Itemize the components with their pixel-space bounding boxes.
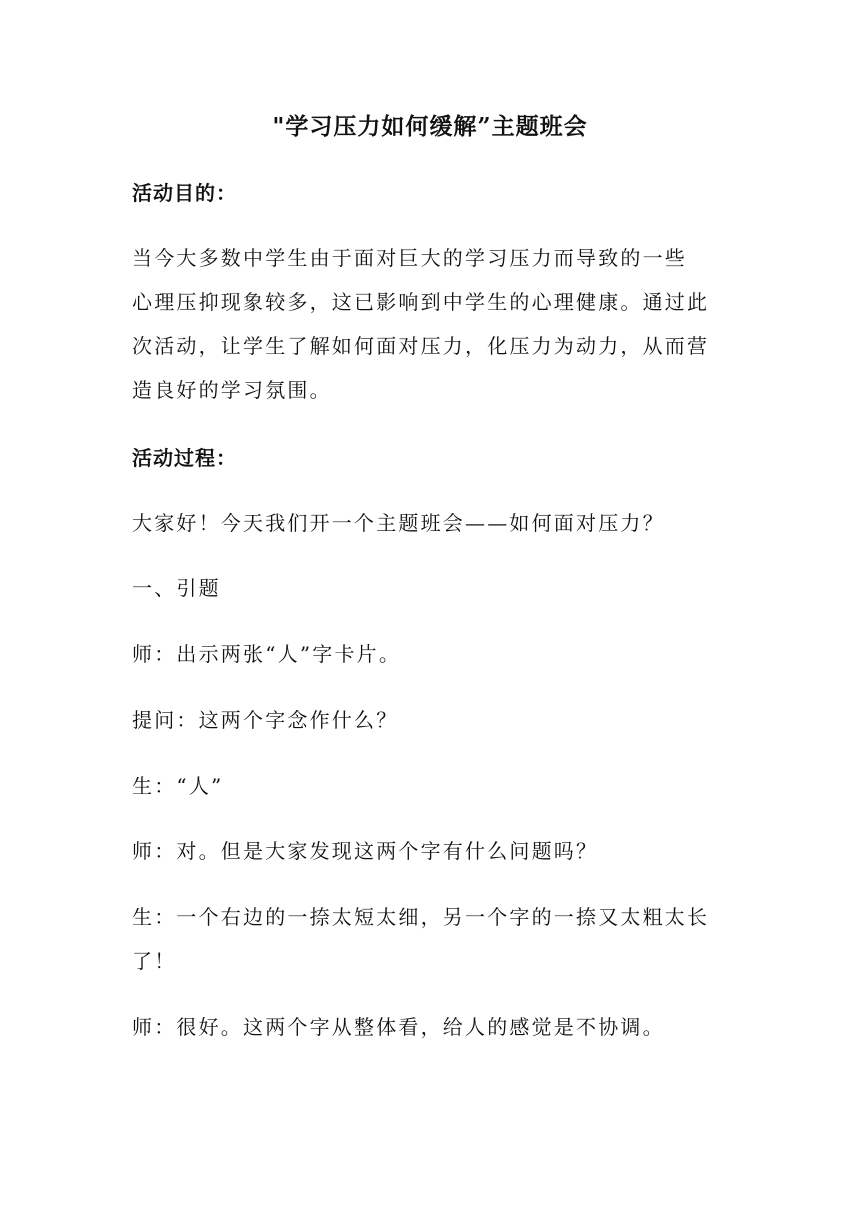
greeting-paragraph: 大家好！今天我们开一个主题班会——如何面对压力？ [132, 511, 665, 535]
purpose-paragraph [132, 236, 732, 412]
purpose-line: 造良好的学习氛围。 [132, 378, 332, 402]
teacher-line: 师：很好。这两个字从整体看，给人的感觉是不协调。 [132, 1015, 665, 1039]
student-answer-line: 了！ [132, 949, 177, 973]
purpose-line: 心理压抑现象较多，这已影响到中学生的心理健康。通过此 [132, 290, 710, 314]
section-heading-intro: 一、引题 [132, 576, 221, 600]
document-title: "学习压力如何缓解”主题班会 [272, 113, 588, 140]
teacher-line: 师：出示两张“人”字卡片。 [132, 642, 402, 666]
purpose-line: 当今大多数中学生由于面对巨大的学习压力而导致的一些 [132, 246, 687, 270]
purpose-heading: 活动目的： [132, 181, 237, 205]
teacher-line: 师：对。但是大家发现这两个字有什么问题吗？ [132, 839, 599, 863]
process-heading: 活动过程： [132, 446, 237, 470]
student-line: 生：“人” [132, 774, 224, 798]
student-answer-line: 生：一个右边的一捺太短太细，另一个字的一捺又太粗太长 [132, 905, 710, 929]
question-line: 提问：这两个字念作什么？ [132, 708, 399, 732]
student-answer-paragraph [132, 895, 732, 983]
purpose-line: 次活动，让学生了解如何面对压力，化压力为动力，从而营 [132, 334, 710, 358]
